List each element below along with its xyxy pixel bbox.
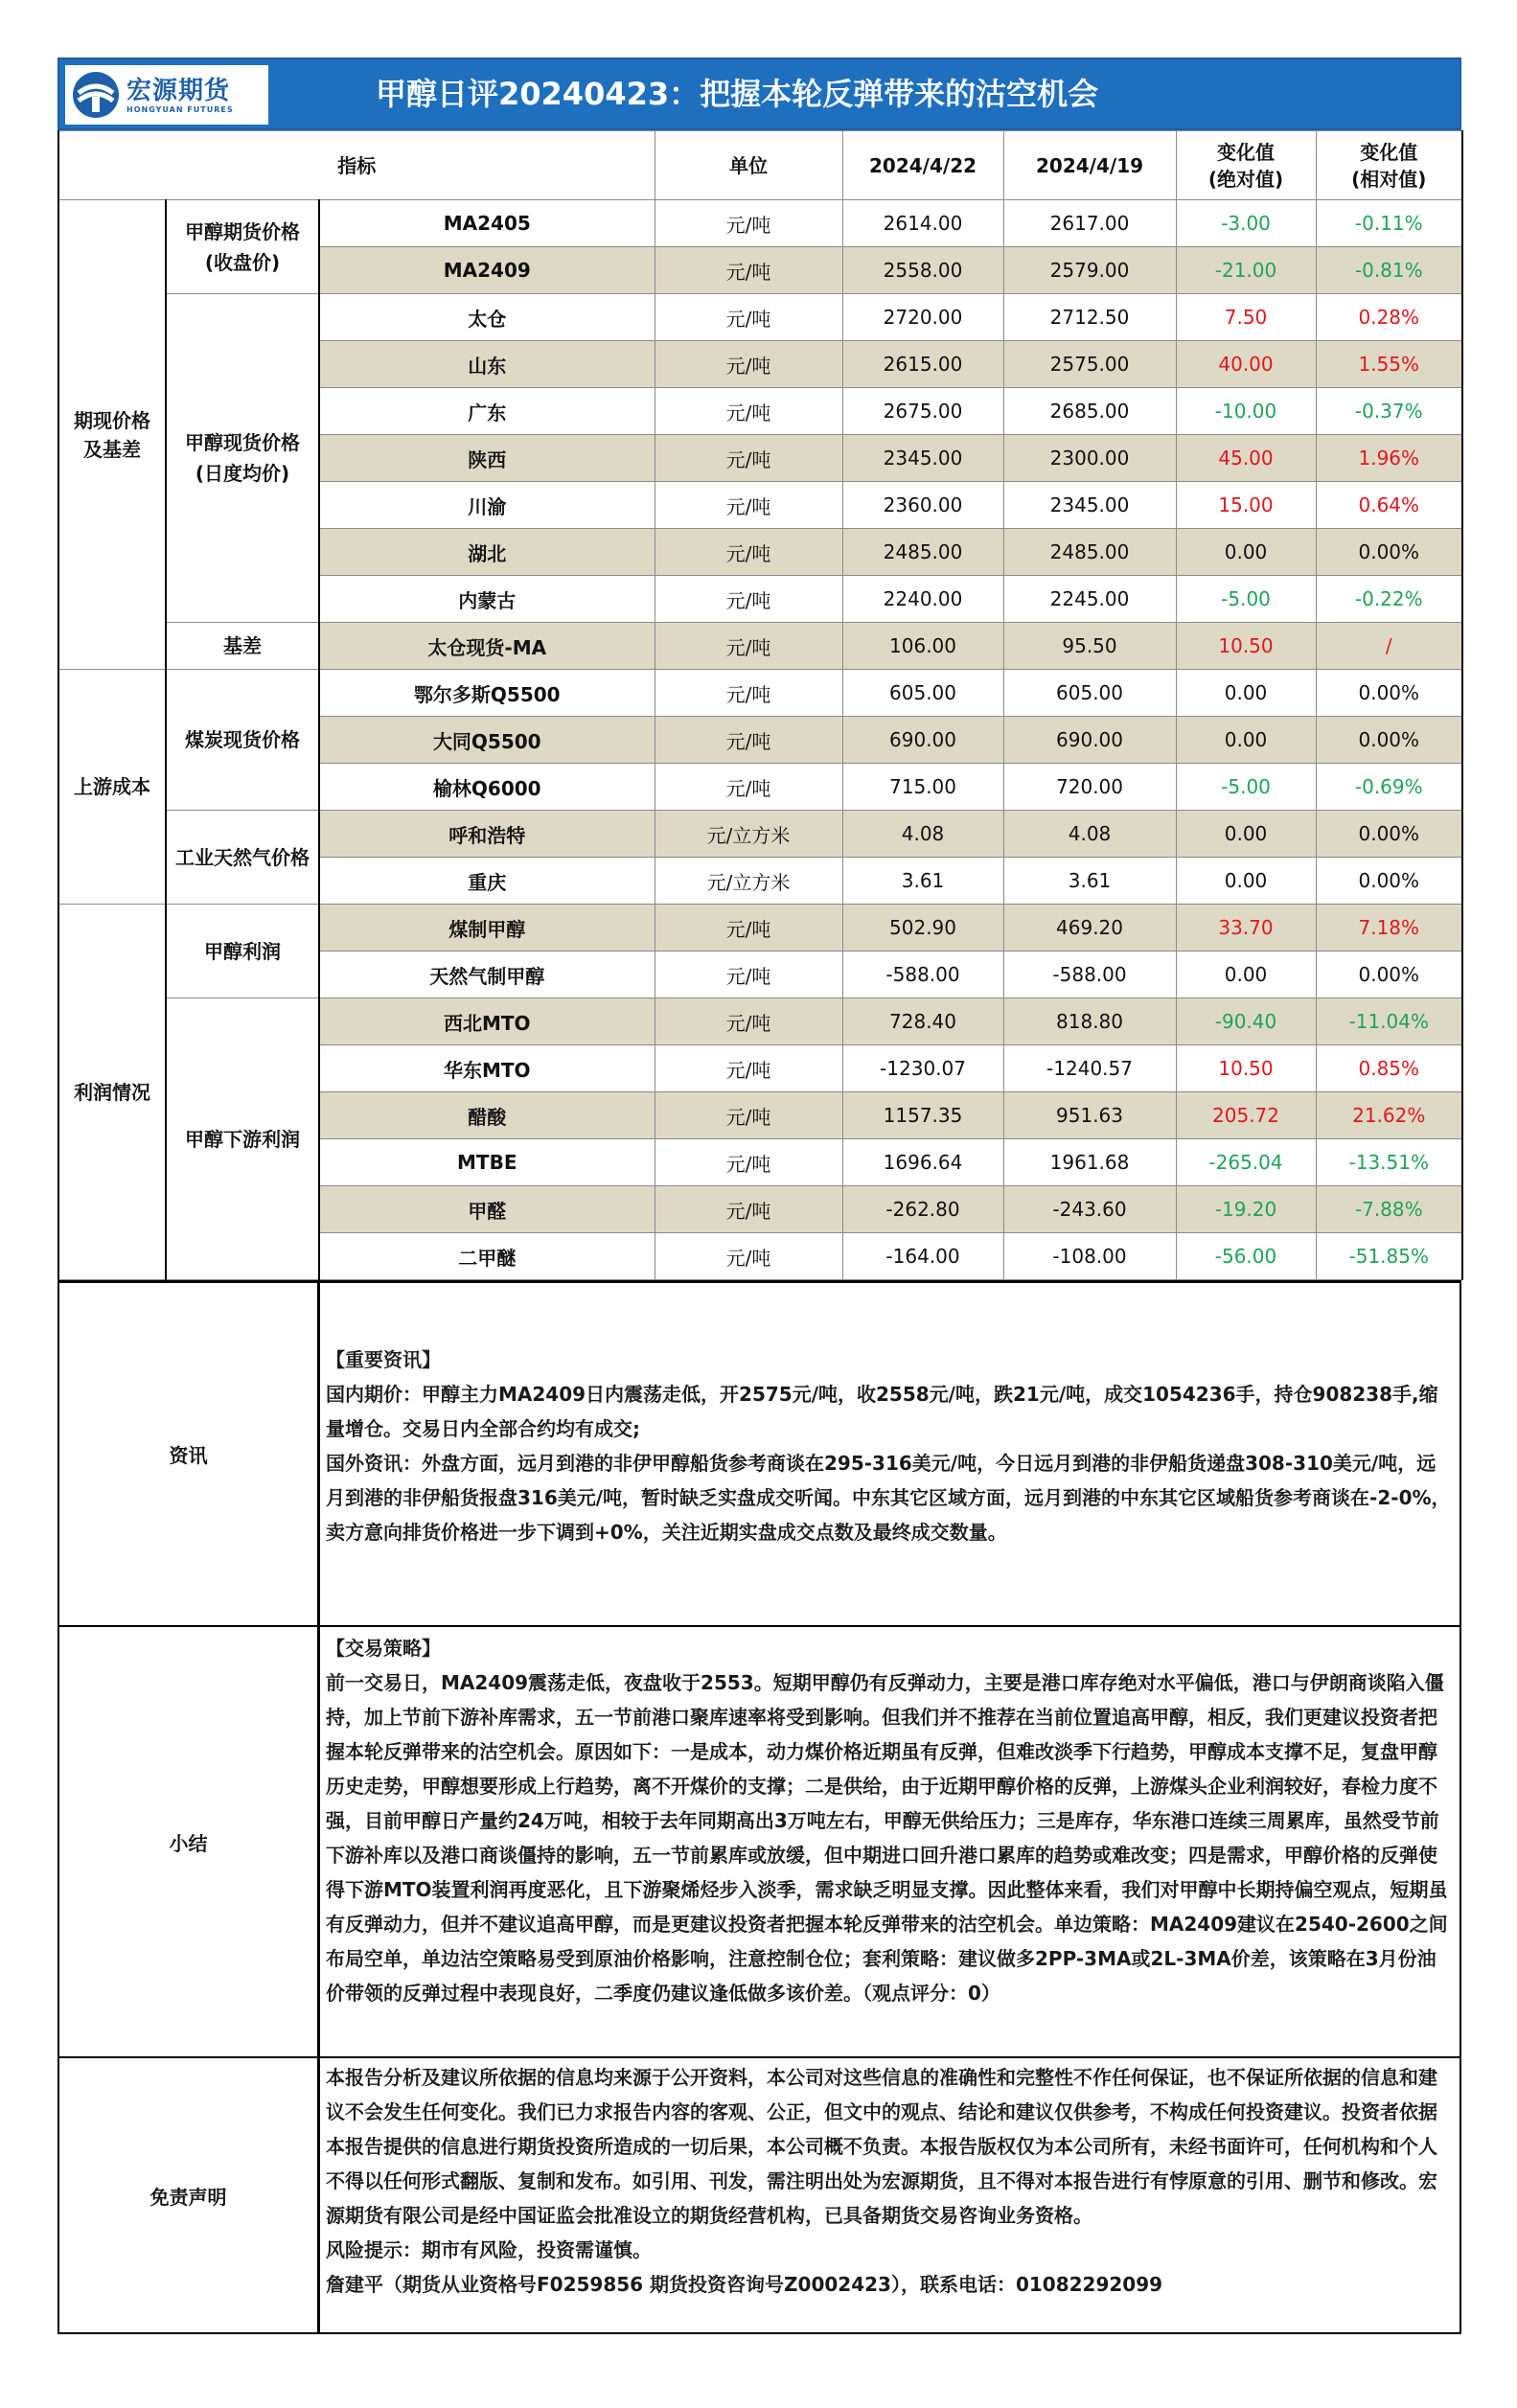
row-abs-change: -3.00 [1176,200,1316,247]
row-rel-change: 0.00% [1316,670,1462,717]
row-value-date2: -243.60 [1003,1186,1176,1233]
row-value-date1: 2614.00 [842,200,1003,247]
row-unit: 元/吨 [655,200,842,247]
row-rel-change: -0.81% [1316,247,1462,294]
row-indicator-name: 呼和浩特 [319,811,655,858]
row-abs-change: 15.00 [1176,482,1316,529]
row-value-date2: 951.63 [1003,1092,1176,1139]
row-value-date2: 2485.00 [1003,529,1176,576]
row-rel-change: 0.85% [1316,1045,1462,1092]
row-abs-change: 0.00 [1176,811,1316,858]
subcategory-spot: 甲醇现货价格 (日度均价) [166,294,319,623]
table-row [58,905,1462,952]
row-unit: 元/吨 [655,998,842,1045]
news-heading: 【重要资讯】 [326,1348,441,1371]
author-contact: 詹建平（期货从业资格号F0259856 期货投资咨询号Z0002423），联系电话：01082292099 [326,2273,1163,2296]
row-value-date2: 605.00 [1003,670,1176,717]
row-rel-change: 0.00% [1316,529,1462,576]
row-abs-change: -56.00 [1176,1233,1316,1280]
col-header-indicator: 指标 [58,131,655,200]
row-value-date1: 2240.00 [842,576,1003,623]
row-value-date1: 2360.00 [842,482,1003,529]
row-value-date2: 2617.00 [1003,200,1176,247]
row-rel-change: 0.00% [1316,952,1462,998]
summary-section [57,1625,1461,2056]
row-indicator-name: 陕西 [319,435,655,482]
news-section [57,1280,1461,1625]
category-upstream: 上游成本 [58,670,166,905]
row-value-date2: 95.50 [1003,623,1176,670]
row-value-date1: 2675.00 [842,388,1003,435]
report-title: 甲醇日评20240423：把握本轮反弹带来的沽空机会 [376,76,1099,112]
logo-chinese-text: 宏源期货 [126,76,231,105]
logo-mark-icon [71,70,121,120]
row-value-date2: 2345.00 [1003,482,1176,529]
row-abs-change: 0.00 [1176,670,1316,717]
row-rel-change: / [1316,623,1462,670]
row-value-date2: 1961.68 [1003,1139,1176,1186]
row-value-date2: 818.80 [1003,998,1176,1045]
subcategory-methanol-profit: 甲醇利润 [166,905,319,998]
row-value-date1: -1230.07 [842,1045,1003,1092]
risk-notice: 风险提示：期市有风险，投资需谨慎。 [326,2238,652,2261]
row-value-date2: 2575.00 [1003,341,1176,388]
row-indicator-name: 太仓 [319,294,655,341]
row-value-date1: 4.08 [842,811,1003,858]
row-abs-change: 40.00 [1176,341,1316,388]
row-unit: 元/吨 [655,294,842,341]
row-indicator-name: 鄂尔多斯Q5500 [319,670,655,717]
row-rel-change: -0.11% [1316,200,1462,247]
subcategory-futures: 甲醇期货价格 (收盘价) [166,200,319,294]
row-rel-change: 1.96% [1316,435,1462,482]
row-unit: 元/吨 [655,576,842,623]
row-unit: 元/吨 [655,341,842,388]
row-abs-change: 0.00 [1176,952,1316,998]
row-unit: 元/吨 [655,905,842,952]
summary-label: 小结 [59,1627,320,2056]
summary-text: 前一交易日，MA2409震荡走低，夜盘收于2553。短期甲醇仍有反弹动力，主要是港口库存绝对水平偏低，港口与伊朗商谈陷入僵持，加上节前下游补库需求，五一节前港口聚库速率将受到影响。但我们并不推荐在当前位置追高甲醇，相反，我们更建议投资者把握本轮反弹带来的沽空机会。原因如下：一是成本，动力煤价格近期虽有反弹，但难改淡季下行趋势，甲醇成本支撑不足，复盘甲醇历史走势，甲醇想要形成上行趋势，离不开煤价的支撑；二是供给，由于近期甲醇价格的反弹，上游煤头企业利润较好，春检力度不强，目前甲醇日产量约24万吨，相较于去年同期高出3万吨左右，甲醇无供给压力；三是库存，华东港口连续三周累库，虽然受节前下游补库以及港口商谈僵持的影响，五一节前累库或放缓，但中期进口回升港口累库的趋势或难改变；四是需求，甲醇价格的反弹使得下游MTO装置利润再度恶化，且下游聚烯烃步入淡季，需求缺乏明显支撑。因此整体来看，我们对甲醇中长期持偏空观点，短期虽有反弹动力，但并不建议追高甲醇，而是更建议投资者把握本轮反弹带来的沽空机会。单边策略：MA2409建议在2540-2600之间布局空单，单边沽空策略易受到原油价格影响，注意控制仓位；套利策略：建议做多2PP-3MA或2L-3MA价差，该策略在3月份油价带领的反弹过程中表现良好，二季度仍建议逢低做多该价差。（观点评分：0） [326,1671,1448,2005]
row-value-date1: 2558.00 [842,247,1003,294]
row-value-date1: 3.61 [842,858,1003,905]
row-unit: 元/吨 [655,623,842,670]
row-indicator-name: 甲醛 [319,1186,655,1233]
row-rel-change: -0.22% [1316,576,1462,623]
report-sheet [57,57,1461,2334]
row-value-date2: 2685.00 [1003,388,1176,435]
row-value-date1: 502.90 [842,905,1003,952]
row-value-date1: 1157.35 [842,1092,1003,1139]
row-abs-change: 0.00 [1176,529,1316,576]
subcategory-gas: 工业天然气价格 [166,811,319,905]
row-abs-change: -5.00 [1176,576,1316,623]
row-rel-change: 0.28% [1316,294,1462,341]
news-overseas: 国外资讯：外盘方面，远月到港的非伊甲醇船货参考商谈在295-316美元/吨，今日远月到港的非伊船货递盘308-310美元/吨，远月到港的非伊船货报盘316美元/吨，暂时缺乏实盘成交听闻。中东其它区域方面，远月到港的中东其它区域船货参考商谈在-2-0%，卖方意向排货价格进一步下调到+0%，关注近期实盘成交点数及最终成交数量。 [326,1452,1451,1544]
company-logo [65,65,268,125]
row-value-date2: 690.00 [1003,717,1176,764]
row-abs-change: -5.00 [1176,764,1316,811]
row-indicator-name: 太仓现货-MA [319,623,655,670]
row-value-date2: 2712.50 [1003,294,1176,341]
row-rel-change: 0.00% [1316,858,1462,905]
header-banner [57,57,1461,130]
row-value-date1: 605.00 [842,670,1003,717]
row-indicator-name: 醋酸 [319,1092,655,1139]
row-abs-change: 33.70 [1176,905,1316,952]
row-unit: 元/吨 [655,388,842,435]
col-header-rel-change: 变化值 (相对值) [1316,131,1462,200]
row-indicator-name: 西北MTO [319,998,655,1045]
indicator-table [57,130,1463,1280]
row-indicator-name: MA2409 [319,247,655,294]
col-header-unit: 单位 [655,131,842,200]
logo-english-text: HONGYUAN FUTURES [126,104,234,114]
subcategory-coal: 煤炭现货价格 [166,670,319,811]
row-abs-change: -21.00 [1176,247,1316,294]
row-unit: 元/立方米 [655,811,842,858]
row-value-date2: 2579.00 [1003,247,1176,294]
row-value-date2: -108.00 [1003,1233,1176,1280]
row-indicator-name: 广东 [319,388,655,435]
row-value-date2: -1240.57 [1003,1045,1176,1092]
row-indicator-name: 山东 [319,341,655,388]
row-unit: 元/吨 [655,529,842,576]
row-indicator-name: MTBE [319,1139,655,1186]
row-indicator-name: 华东MTO [319,1045,655,1092]
row-unit: 元/吨 [655,717,842,764]
row-rel-change: 1.55% [1316,341,1462,388]
row-unit: 元/吨 [655,482,842,529]
row-unit: 元/吨 [655,1045,842,1092]
row-indicator-name: 天然气制甲醇 [319,952,655,998]
row-rel-change: 0.00% [1316,717,1462,764]
row-value-date1: 2345.00 [842,435,1003,482]
row-abs-change: 45.00 [1176,435,1316,482]
row-rel-change: -13.51% [1316,1139,1462,1186]
col-header-date1: 2024/4/22 [842,131,1003,200]
row-unit: 元/吨 [655,435,842,482]
disclaimer-body [320,2058,1460,2332]
summary-body [320,1627,1460,2056]
row-value-date1: 690.00 [842,717,1003,764]
row-abs-change: 0.00 [1176,858,1316,905]
row-value-date2: 3.61 [1003,858,1176,905]
row-value-date2: 469.20 [1003,905,1176,952]
row-value-date1: 728.40 [842,998,1003,1045]
row-indicator-name: 煤制甲醇 [319,905,655,952]
row-value-date2: 720.00 [1003,764,1176,811]
row-unit: 元/吨 [655,1186,842,1233]
news-body [320,1283,1460,1625]
row-abs-change: -19.20 [1176,1186,1316,1233]
row-indicator-name: 二甲醚 [319,1233,655,1280]
row-value-date1: -262.80 [842,1186,1003,1233]
row-rel-change: -0.37% [1316,388,1462,435]
subcategory-basis: 基差 [166,623,319,670]
table-row [58,670,1462,717]
row-value-date1: 1696.64 [842,1139,1003,1186]
row-unit: 元/吨 [655,764,842,811]
row-unit: 元/吨 [655,1233,842,1280]
row-value-date1: 106.00 [842,623,1003,670]
row-value-date1: 715.00 [842,764,1003,811]
row-abs-change: 205.72 [1176,1092,1316,1139]
table-row [58,294,1462,341]
category-spot-basis: 期现价格 及基差 [58,200,166,670]
row-unit: 元/立方米 [655,858,842,905]
disclaimer-label: 免责声明 [59,2058,320,2332]
row-abs-change: 10.50 [1176,1045,1316,1092]
disclaimer-section [57,2056,1461,2334]
news-label: 资讯 [59,1283,320,1625]
row-value-date2: 2300.00 [1003,435,1176,482]
row-rel-change: -0.69% [1316,764,1462,811]
row-abs-change: 7.50 [1176,294,1316,341]
row-value-date1: -588.00 [842,952,1003,998]
summary-heading: 【交易策略】 [326,1637,441,1660]
row-indicator-name: 榆林Q6000 [319,764,655,811]
col-header-abs-change: 变化值 (绝对值) [1176,131,1316,200]
subcategory-downstream-profit: 甲醇下游利润 [166,998,319,1280]
row-rel-change: -51.85% [1316,1233,1462,1280]
row-rel-change: 0.00% [1316,811,1462,858]
row-abs-change: 10.50 [1176,623,1316,670]
row-indicator-name: 重庆 [319,858,655,905]
row-unit: 元/吨 [655,247,842,294]
row-value-date2: 2245.00 [1003,576,1176,623]
row-rel-change: -11.04% [1316,998,1462,1045]
row-unit: 元/吨 [655,1092,842,1139]
table-header-row [58,131,1462,200]
category-profit: 利润情况 [58,905,166,1280]
row-value-date1: 2720.00 [842,294,1003,341]
row-value-date1: 2485.00 [842,529,1003,576]
row-abs-change: -10.00 [1176,388,1316,435]
row-rel-change: -7.88% [1316,1186,1462,1233]
row-indicator-name: 湖北 [319,529,655,576]
row-value-date2: -588.00 [1003,952,1176,998]
row-abs-change: -265.04 [1176,1139,1316,1186]
row-rel-change: 21.62% [1316,1092,1462,1139]
row-rel-change: 0.64% [1316,482,1462,529]
row-abs-change: -90.40 [1176,998,1316,1045]
row-rel-change: 7.18% [1316,905,1462,952]
table-row [58,811,1462,858]
row-unit: 元/吨 [655,952,842,998]
row-indicator-name: 川渝 [319,482,655,529]
disclaimer-text: 本报告分析及建议所依据的信息均来源于公开资料，本公司对这些信息的准确性和完整性不作任何保证，也不保证所依据的信息和建议不会发生任何变化。我们已力求报告内容的客观、公正，但文中的观点、结论和建议仅供参考，不构成任何投资建议。投资者依据本报告提供的信息进行期货投资所造成的一切后果，本公司概不负责。本报告版权仅为本公司所有，未经书面许可，任何机构和个人不得以任何形式翻版、复制和发布。如引用、刊发，需注明出处为宏源期货，且不得对本报告进行有悖原意的引用、删节和修改。宏源期货有限公司是经中国证监会批准设立的期货经营机构，已具备期货交易咨询业务资格。 [326,2066,1437,2227]
table-row [58,623,1462,670]
row-indicator-name: 内蒙古 [319,576,655,623]
row-value-date1: 2615.00 [842,341,1003,388]
row-indicator-name: MA2405 [319,200,655,247]
row-unit: 元/吨 [655,670,842,717]
table-row [58,200,1462,247]
news-domestic: 国内期价：甲醇主力MA2409日内震荡走低，开2575元/吨，收2558元/吨，跌21元/吨，成交1054236手，持仓908238手,缩量增仓。交易日内全部合约均有成交; [326,1383,1438,1440]
row-indicator-name: 大同Q5500 [319,717,655,764]
row-value-date1: -164.00 [842,1233,1003,1280]
col-header-date2: 2024/4/19 [1003,131,1176,200]
row-abs-change: 0.00 [1176,717,1316,764]
row-value-date2: 4.08 [1003,811,1176,858]
row-unit: 元/吨 [655,1139,842,1186]
table-row [58,998,1462,1045]
